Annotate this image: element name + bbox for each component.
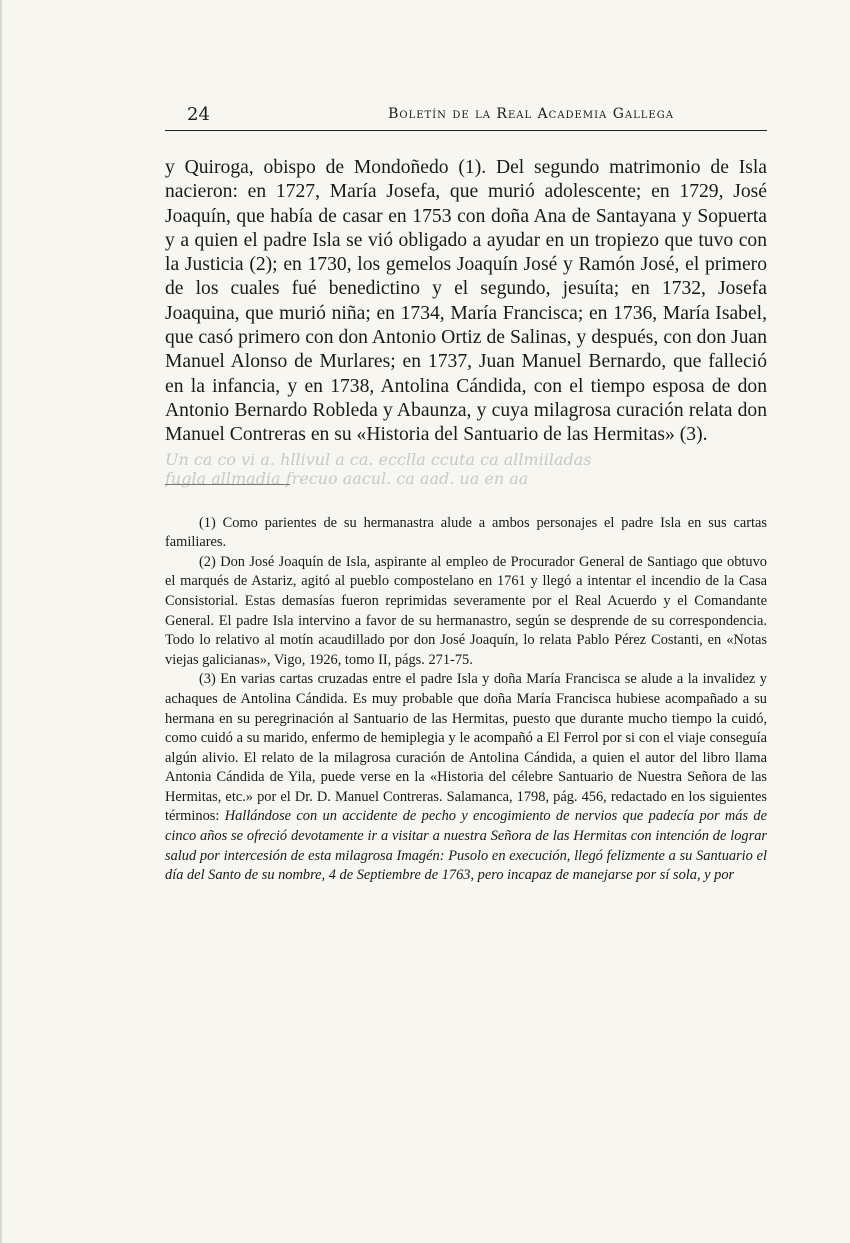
show-through-line: fugla allmadia frecuo aacul. ca aad. ua en aa [165,468,529,488]
footnote-3-quote: Hallándose con un accidente de pecho y encogimiento de nervios que padecía por más de cinco años se ofreció devotamente ir a visitar a nuestra Señora de las Hermitas con intención de lograr salud por intercesión de esta milagrosa Imagén: Pusolo en execución, llegó felizmente a su Santuario el día del Santo de su nombre, 4 de Septiembre de 1763, pero incapaz de manejarse por sí sola, y por [165,808,767,884]
book-page [165,100,767,886]
running-head: Boletín de la Real Academia Gallega [388,106,674,122]
footnotes [165,514,767,886]
show-through-line: Un ca co vi a. hllivul a ca. ecclla ccuta ca allmiiladas [165,449,592,469]
show-through-text [165,450,767,510]
footnote-3 [165,670,767,886]
body-paragraph: y Quiroga, obispo de Mondoñedo (1). Del segundo matrimonio de Isla nacieron: en 1727, María Josefa, que murió adolescente; en 1729, José Joaquín, que había de casar en 1753 con doña Ana de Santayana y Sopuerta y a quien el padre Isla se vió obligado a ayudar en un tropiezo que tuvo con la Justicia (2); en 1730, los gemelos Joaquín José y Ramón José, el primero de los cuales fué benedictino y el segundo, jesuíta; en 1732, Josefa Joaquina, que murió niña; en 1734, María Francisca; en 1736, María Isabel, que casó primero con don Antonio Ortiz de Salinas, y después, con don Juan Manuel Alonso de Murlares; en 1737, Juan Manuel Bernardo, que falleció en la infancia, y en 1738, Antolina Cándida, con el tiempo esposa de don Antonio Bernardo Robleda y Abaunza, y cuya milagrosa curación relata don Manuel Contreras en su «Historia del Santuario de las Hermitas» (3). [165,157,767,446]
footnote-3-text: (3) En varias cartas cruzadas entre el padre Isla y doña María Francisca se alude a la invalidez y achaques de Antolina Cándida. Es muy probable que doña María Francisca hubiese acompañado a su hermana en su peregrinación al Santuario de las Hermitas, puesto que durante mucho tiempo la cuidó, como cuidó a su marido, enfermo de hemiplegia y le acompañó a El Ferrol por si con el viaje conseguía algún alivio. El relato de la milagrosa curación de Antolina Cándida, a quien el autor del libro llama Antonia Cándida de Yila, puede verse en la «Historia del célebre Santuario de Nuestra Señora de las Hermitas, etc.» por el Dr. D. Manuel Contreras. Salamanca, 1798, pág. 456, redactado en los siguientes términos: [165,671,767,825]
main-text [165,156,767,448]
footnote-1: (1) Como parientes de su hermanastra alude a ambos personajes el padre Isla en sus cartas familiares. [165,514,767,551]
footnote-2: (2) Don José Joaquín de Isla, aspirante al empleo de Procurador General de Santiago que obtuvo el marqués de Astariz, agitó al pueblo compostelano en 1761 y llegó a intentar el incendio de la Casa Consistorial. Estas demasías fueron reprimidas severamente por el Real Acuerdo y el Comandante General. El padre Isla intervino a favor de su hermanastro, según se desprende de su correspondencia. Todo lo relativo al motín acaudillado por don José Joaquín, lo relata Pablo Pérez Costanti, en «Notas viejas galicianas», Vigo, 1926, tomo II, págs. 271-75. [165,553,767,668]
page-number: 24 [187,104,210,125]
page-edge [0,0,2,1243]
footnote-rule [165,484,290,485]
page-header [165,100,767,131]
